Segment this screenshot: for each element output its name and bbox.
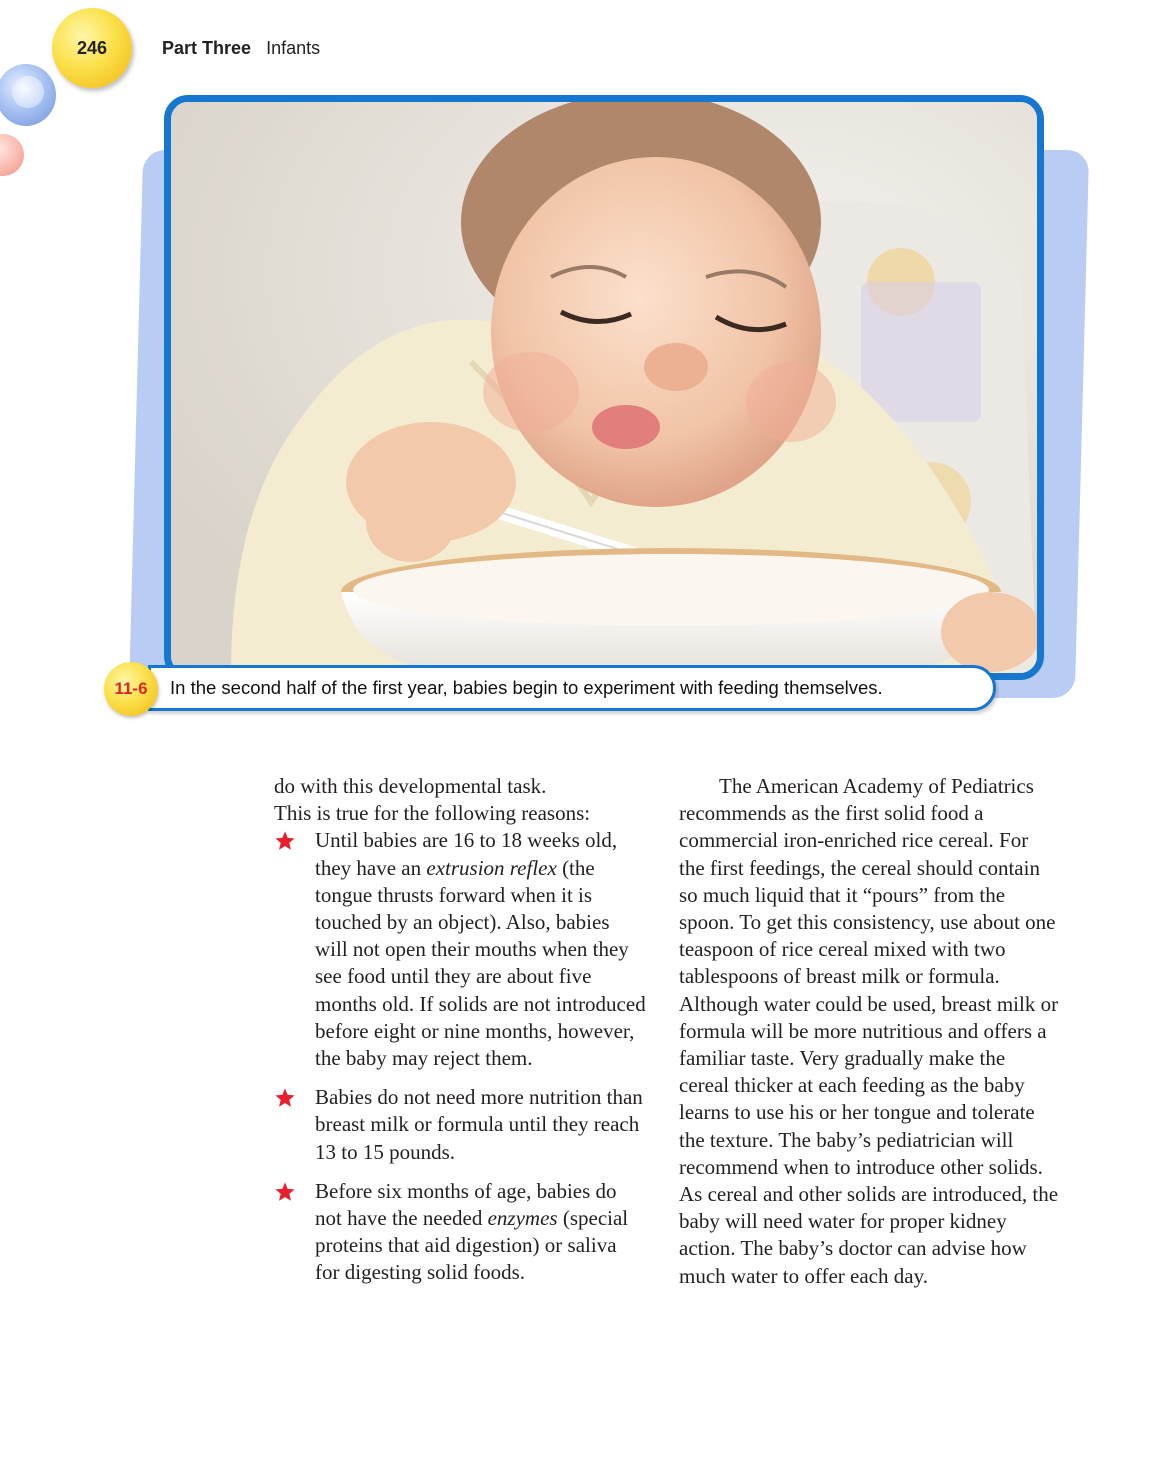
figure-caption: In the second half of the first year, babies begin to experiment with feeding themselves. (170, 677, 883, 698)
intro-line-1: do with this developmental task. (274, 774, 547, 798)
bullet-text: (special proteins that aid digestion) or saliva for digesting solid foods. (315, 1206, 629, 1285)
cheek (483, 352, 579, 432)
star-bullet-icon (274, 1087, 296, 1109)
term-enzymes: enzymes (487, 1206, 558, 1231)
running-head (162, 38, 320, 59)
cheek (746, 362, 836, 442)
left-column (274, 773, 646, 1299)
bullet-text: Babies do not need more nutrition than breast milk or formula until they reach 13 to 15 pounds. (315, 1085, 643, 1164)
figure-photo (164, 95, 1044, 680)
star-bullet-icon (274, 830, 296, 852)
list-item (274, 827, 646, 1072)
body-paragraph: The American Academy of Pediatrics recommends as the first solid food a commercial iron-enriched rice cereal. For the first feedings, the cereal should contain so much liquid that it “pours” from the spoon. To get this consistency, use about one teaspoon of rice cereal mixed with two tablespoons of breast milk or formula. Although water could be used, breast milk or formula will be more nutritious and offers a familiar taste. Very gradually make the cereal thicker at each feeding as the baby learns to use his or her tongue and tolerate the texture. The baby’s pediatrician will recommend when to introduce other solids. As cereal and other solids are introduced, the baby will need water for proper kidney action. The baby’s doctor can advise how much water to offer each day. (679, 774, 1059, 1288)
bullet-text: Before six months of age, babies do not have the needed (315, 1178, 617, 1231)
list-item (274, 1084, 646, 1166)
term-extrusion-reflex: extrusion reflex (426, 855, 557, 880)
chair-pattern (861, 282, 981, 422)
bullet-text: (the tongue thrusts forward when it is touched by an object). Also, babies will not open their mouths when they see food until they are about five months old. If solids are not introduced before eight or nine months, however, the baby may reject them. (315, 855, 646, 1071)
list-item (274, 1178, 646, 1287)
baby-face (491, 157, 821, 507)
right-column (679, 773, 1059, 1290)
star-bullet-icon (274, 1181, 296, 1203)
figure-number-badge (104, 662, 158, 716)
mouth-tongue (592, 405, 660, 449)
figure-number: 11-6 (114, 679, 148, 698)
baby-other-hand (941, 592, 1037, 672)
reasons-list (274, 827, 646, 1286)
baby-eating-illustration (171, 102, 1037, 673)
part-label: Part Three (162, 38, 252, 58)
bowl-inside (353, 554, 989, 626)
bullet-text: Until babies are 16 to 18 weeks old, they have an (315, 828, 618, 880)
decorative-blue-highlight (12, 76, 44, 108)
nose (644, 343, 708, 391)
intro-line-2: This is true for the following reasons: (274, 801, 591, 826)
section-label: Infants (266, 38, 321, 58)
baby-fingers (366, 482, 456, 562)
page-number-badge (52, 8, 132, 88)
decorative-pink-circle (0, 134, 24, 176)
page-number: 246 (76, 37, 108, 58)
